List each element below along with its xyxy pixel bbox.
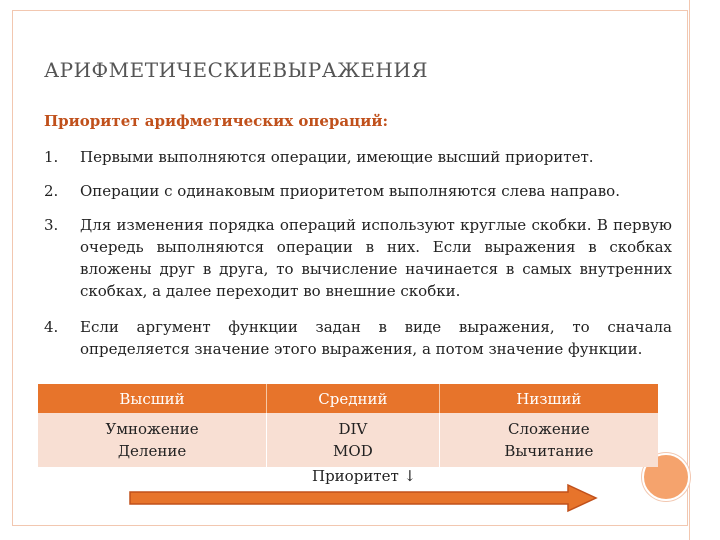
cell-line: Деление xyxy=(117,442,187,460)
section-subtitle: Приоритет арифметических операций: xyxy=(44,112,388,130)
table-cell-medium xyxy=(267,413,440,467)
list-item-text: Для изменения порядка операций используют круглые скобки. В первую очередь выполняются операции в них. Если выражения в скобках вложены друг в друга, то вычисление начинается в самых внутренних скобках, а далее переходит во внешние скобки. xyxy=(80,216,672,300)
list-item-number: 3. xyxy=(44,216,59,234)
list-item xyxy=(44,146,672,168)
list-item-text: Первыми выполняются операции, имеющие высший приоритет. xyxy=(80,148,594,166)
table-header-row xyxy=(38,384,658,413)
cell-line: Сложение xyxy=(508,420,590,438)
list-item xyxy=(44,316,672,360)
table-cell-low xyxy=(439,413,658,467)
list-item-number: 2. xyxy=(44,182,59,200)
list-item-number: 4. xyxy=(44,318,59,336)
header-low: Низший xyxy=(439,384,658,413)
table-row xyxy=(38,413,658,467)
list-item-number: 1. xyxy=(44,148,59,166)
priority-label: Приоритет ↓ xyxy=(312,467,417,485)
header-high: Высший xyxy=(38,384,267,413)
list-item-text: Если аргумент функции задан в виде выражения, то сначала определяется значение этого выражения, а потом значение функции. xyxy=(80,318,672,358)
cell-line: DIV xyxy=(338,420,368,438)
list-item xyxy=(44,214,672,302)
page-title: АРИФМЕТИЧЕСКИЕВЫРАЖЕНИЯ xyxy=(44,58,428,82)
arrow-right-icon xyxy=(128,482,600,514)
cell-line: Умножение xyxy=(105,420,199,438)
priority-table xyxy=(38,384,658,467)
table-cell-high xyxy=(38,413,267,467)
header-medium: Средний xyxy=(267,384,440,413)
cell-line: MOD xyxy=(333,442,373,460)
cell-line: Вычитание xyxy=(504,442,594,460)
decorative-line xyxy=(689,0,690,540)
list-item xyxy=(44,180,672,202)
list-item-text: Операции с одинаковым приоритетом выполняются слева направо. xyxy=(80,182,620,200)
